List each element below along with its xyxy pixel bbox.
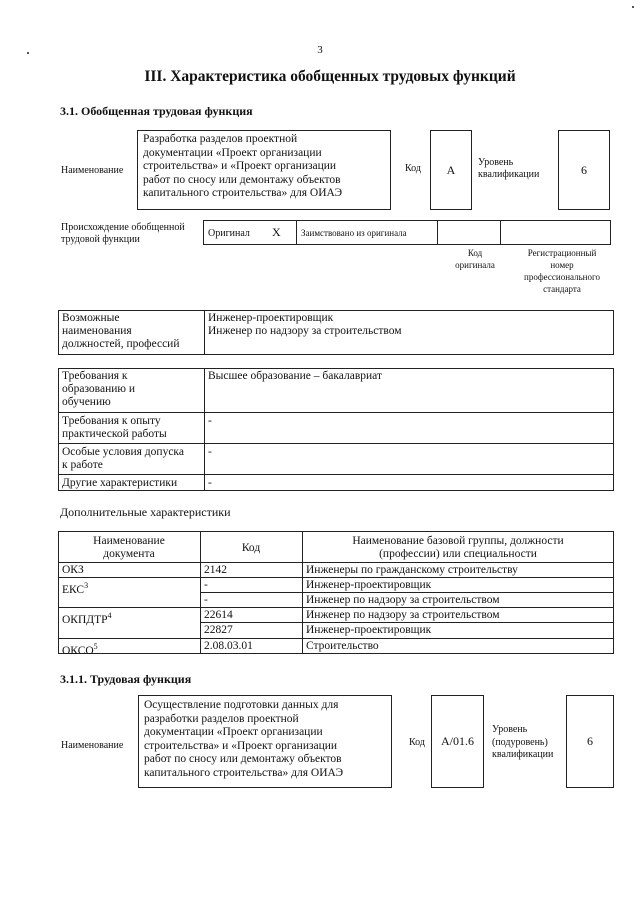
origin-bottom-line <box>203 244 610 245</box>
gtf-level-box <box>558 130 610 210</box>
req-other-label: Другие характеристики <box>62 477 178 489</box>
code-original-caption: Код оригинала <box>455 248 495 270</box>
original-label: Оригинал <box>208 228 250 239</box>
section-title: III. Характеристика обобщенных трудовых функций <box>144 68 516 85</box>
page-number: 3 <box>317 44 323 56</box>
tf-code-label: Код <box>409 737 425 748</box>
gtf-heading: 3.1. Обобщенная трудовая функция <box>60 104 253 118</box>
gtf-code-box <box>430 130 472 210</box>
req-education-label: Требования к образованию и обучению <box>62 370 135 408</box>
gtf-code-label: Код <box>405 163 421 174</box>
gtf-origin-label: Происхождение обобщенной трудовой функции <box>61 222 185 245</box>
tf-code-value: А/01.6 <box>441 734 474 748</box>
tf-level-value: 6 <box>587 734 593 748</box>
tf-level-box <box>566 695 614 788</box>
tf-level-label: Уровень (подуровень) квалификации <box>492 724 554 760</box>
table-row-doc: ОКСО$^5$ <box>62 642 98 657</box>
req-education-value: Высшее образование – бакалавриат <box>208 370 382 382</box>
positions-label: Возможные наименования должностей, профессий <box>62 312 180 350</box>
table-row-name: Инженер-проектировщик <box>306 624 432 636</box>
table-row-name: Инженер по надзору за строительством <box>306 609 500 621</box>
table-row-code: 2142 <box>204 564 227 576</box>
req-conditions-label: Особые условия допуска к работе <box>62 446 184 471</box>
header-group: Наименование базовой группы, должности (профессии) или специальности <box>352 535 564 560</box>
scan-speck <box>27 52 29 54</box>
req-experience-label: Требования к опыту практической работы <box>62 415 167 440</box>
table-row-name: Строительство <box>306 640 379 652</box>
table-row-code: - <box>204 594 208 606</box>
gtf-name-box <box>137 130 391 210</box>
table-row-doc: ОКЗ <box>62 564 84 576</box>
req-other-value: - <box>208 477 212 489</box>
table-row-code: - <box>204 579 208 591</box>
table-row-code: 22827 <box>204 624 233 636</box>
tf-name-text: Осуществление подготовки данных для разработки разделов проектной документации «Проект организации строительства» и «Проект организации работ по сносу или демонтажу объектов капитального строительства» для ОИАЭ <box>144 699 344 779</box>
table-row-code: 2.08.03.01 <box>204 640 253 652</box>
tf-code-box <box>431 695 484 788</box>
table-row-name: Инженеры по гражданскому строительству <box>306 564 518 576</box>
req-conditions-value: - <box>208 446 212 458</box>
borrowed-label: Заимствовано из оригинала <box>301 228 407 238</box>
origin-top-line <box>203 220 610 221</box>
tf-heading: 3.1.1. Трудовая функция <box>60 672 192 686</box>
gtf-level-value: 6 <box>581 163 587 177</box>
gtf-level-label: Уровень квалификации <box>478 157 540 180</box>
scan-speck <box>632 6 634 8</box>
gtf-code-value: А <box>446 163 456 177</box>
table-row-code: 22614 <box>204 609 233 621</box>
tf-name-box <box>138 695 392 788</box>
table-row-doc: ОКПДТР$^4$ <box>62 611 112 626</box>
original-mark: X <box>272 225 281 239</box>
req-experience-value: - <box>208 415 212 427</box>
reg-number-caption: Регистрационный номер профессионального стандарта <box>524 248 600 294</box>
tf-name-label: Наименование <box>61 740 124 751</box>
gtf-name-text: Разработка разделов проектной документации «Проект организации строительства» и «Проект организации работ по сносу или демонтажу объектов капитального строительства» для ОИАЭ <box>143 133 343 199</box>
gtf-name-label: Наименование <box>61 165 124 176</box>
header-code: Код <box>241 542 261 554</box>
table-row-name: Инженер по надзору за строительством <box>306 594 500 606</box>
additional-title: Дополнительные характеристики <box>60 505 231 519</box>
table-row-name: Инженер-проектировщик <box>306 579 432 591</box>
header-document: Наименование документа <box>93 535 165 560</box>
table-row-doc: ЕКС$^3$ <box>62 581 89 596</box>
positions-values: Инженер-проектировщик Инженер по надзору за строительством <box>208 312 402 337</box>
